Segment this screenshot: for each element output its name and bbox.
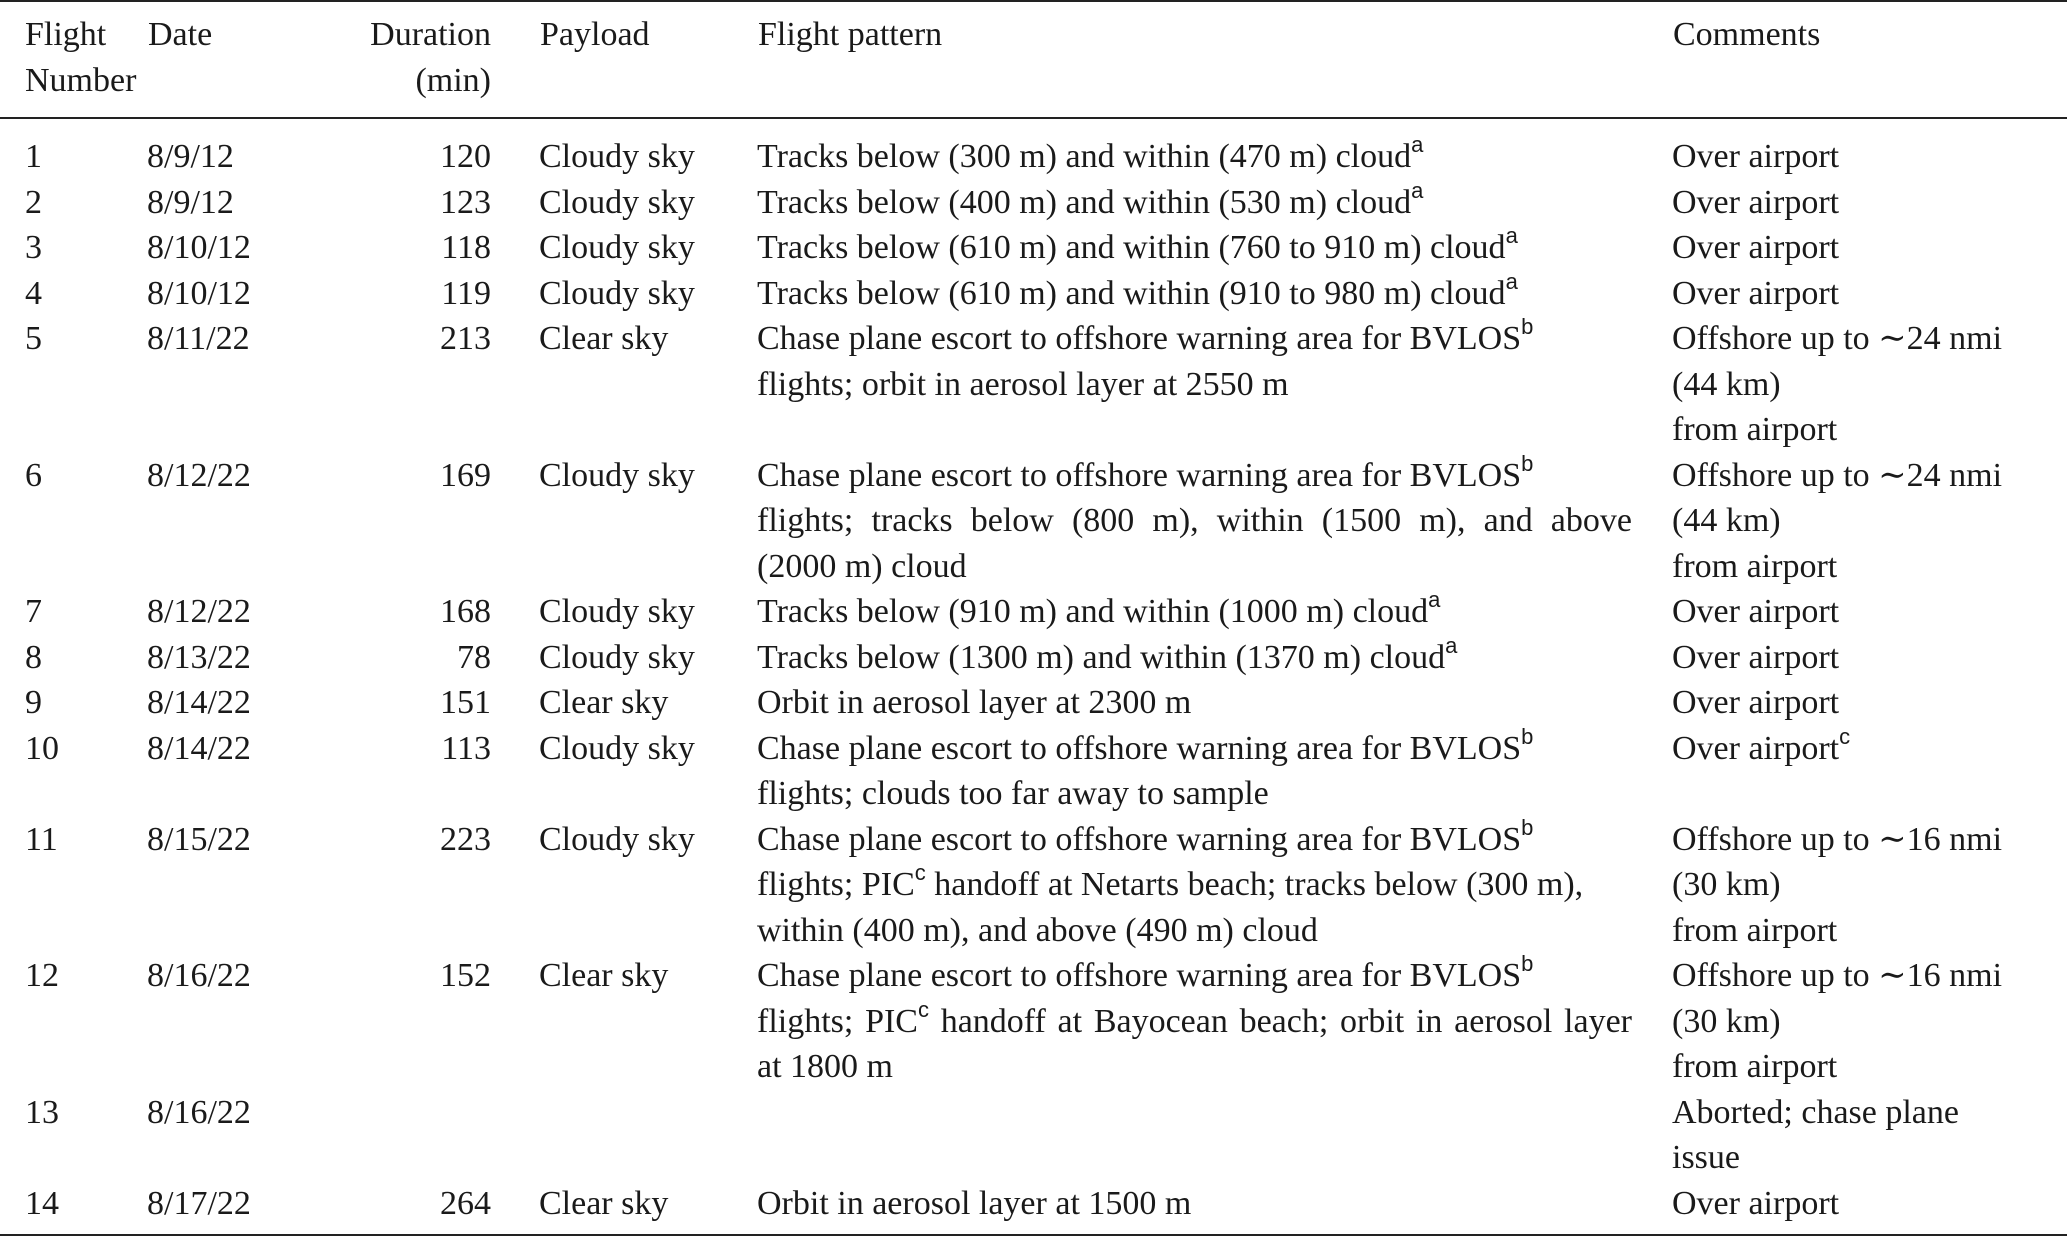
header-flight-number-line-1: Flight — [25, 16, 107, 53]
cell-duration: 168 — [440, 593, 491, 630]
cell-duration: 78 — [457, 638, 491, 676]
cell-flight-pattern — [757, 225, 1672, 271]
pattern-text: Tracks below (1300 m) and within (1370 m) cloud — [757, 638, 1446, 676]
pattern-text: Chase plane escort to offshore warning area for BVLOS — [757, 820, 1522, 858]
table-row — [0, 453, 2067, 590]
cell-duration — [282, 1090, 539, 1181]
cell-comments: Over airport — [1672, 183, 1840, 221]
cell-payload: Cloudy sky — [539, 729, 695, 767]
cell-date: 8/10/12 — [147, 229, 251, 266]
cell-date: 8/10/12 — [147, 274, 251, 312]
comment-line: from airport — [1672, 547, 1838, 585]
cell-flight-number: 14 — [25, 1184, 59, 1222]
cell-duration: 120 — [440, 138, 491, 175]
pattern-text: Chase plane escort to offshore warning area for BVLOS — [757, 456, 1522, 494]
cell-payload: Cloudy sky — [539, 274, 695, 312]
cell-flight-pattern — [757, 1090, 1672, 1181]
cell-comments — [1672, 1090, 2067, 1181]
header-duration — [282, 1, 539, 118]
cell-comments: Over airport — [1672, 274, 1840, 312]
cell-comments: Over airport — [1672, 1184, 1840, 1222]
table-header-row — [0, 1, 2067, 118]
cell-flight-pattern — [757, 723, 1672, 817]
cell-flight-number: 3 — [25, 229, 42, 266]
cell-flight-number: 11 — [25, 820, 58, 858]
pattern-text: Tracks below (610 m) and within (760 to 910 m) cloud — [757, 229, 1506, 266]
cell-flight-pattern — [757, 632, 1672, 681]
pattern-line — [757, 953, 1632, 999]
cell-flight-number: 13 — [25, 1093, 59, 1131]
footnote-marker: c — [914, 860, 926, 885]
cell-flight-number: 2 — [25, 183, 42, 221]
header-flight-pattern: Flight pattern — [758, 16, 943, 53]
pattern-text: handoff at Netarts beach; tracks below (300 m), within (400 m), and above (490 m) cloud — [757, 866, 1584, 949]
cell-flight-pattern — [757, 953, 1672, 1090]
cell-date: 8/16/22 — [147, 957, 251, 994]
pattern-line — [757, 723, 1632, 772]
cell-payload: Clear sky — [539, 684, 669, 721]
footnote-marker: a — [1411, 132, 1424, 157]
cell-payload: Cloudy sky — [539, 638, 695, 676]
comment-line: (30 km) — [1672, 1002, 1781, 1040]
pattern-text: flights; PIC — [757, 866, 915, 903]
cell-date: 8/15/22 — [147, 820, 251, 858]
comment-text: Over airport — [1672, 729, 1840, 767]
cell-date: 8/14/22 — [147, 729, 251, 767]
footnote-marker: a — [1445, 632, 1458, 658]
footnote-marker: c — [1839, 723, 1851, 749]
cell-flight-number: 1 — [25, 138, 42, 175]
cell-comments — [1672, 316, 2067, 453]
cell-flight-pattern — [757, 316, 1672, 453]
cell-flight-number: 10 — [25, 729, 59, 767]
pattern-text: handoff at Bayocean beach; orbit in aerosol layer at 1800 m — [757, 1002, 1633, 1085]
cell-payload: Cloudy sky — [539, 593, 695, 630]
cell-flight-number: 8 — [25, 638, 42, 676]
comment-line: Offshore up to ∼24 nmi — [1672, 320, 2003, 357]
table-row — [0, 118, 2067, 180]
cell-comments: Over airport — [1672, 138, 1840, 175]
cell-date: 8/12/22 — [147, 456, 251, 494]
comment-line: from airport — [1672, 1048, 1838, 1085]
cell-duration: 169 — [440, 456, 491, 494]
header-payload: Payload — [540, 16, 650, 53]
footnote-marker: b — [1521, 814, 1534, 840]
cell-payload: Clear sky — [539, 320, 669, 357]
comment-line: issue — [1672, 1139, 1740, 1176]
table-row — [0, 680, 2067, 726]
cell-duration: 119 — [441, 274, 491, 312]
cell-flight-pattern — [757, 268, 1672, 317]
cell-flight-pattern: Orbit in aerosol layer at 1500 m — [757, 1184, 1192, 1222]
cell-flight-number: 4 — [25, 274, 42, 312]
cell-payload: Cloudy sky — [539, 138, 695, 175]
cell-flight-number: 5 — [25, 320, 42, 357]
footnote-marker: b — [1521, 314, 1534, 339]
cell-date: 8/17/22 — [147, 1184, 251, 1222]
pattern-text: flights; orbit in aerosol layer at 2550 m — [757, 365, 1289, 403]
comment-line: Offshore up to ∼16 nmi — [1672, 957, 2003, 994]
pattern-text: Tracks below (610 m) and within (910 to 980 m) cloud — [757, 274, 1506, 312]
pattern-text: Chase plane escort to offshore warning area for BVLOS — [757, 729, 1522, 767]
comment-line: from airport — [1672, 911, 1838, 949]
header-comments: Comments — [1673, 16, 1821, 53]
pattern-line — [757, 450, 1632, 499]
table-row — [0, 225, 2067, 271]
header-flight-number-line-2: Number — [25, 61, 137, 99]
cell-payload: Cloudy sky — [539, 183, 695, 221]
cell-flight-pattern — [757, 589, 1672, 635]
header-date: Date — [148, 16, 213, 53]
cell-date: 8/14/22 — [147, 684, 251, 721]
header-duration-line-1: Duration — [370, 16, 491, 53]
comment-line: from airport — [1672, 411, 1838, 448]
pattern-text: Tracks below (910 m) and within (1000 m) cloud — [757, 593, 1429, 630]
table-row — [0, 589, 2067, 635]
footnote-marker: b — [1521, 723, 1534, 749]
cell-flight-pattern — [757, 177, 1672, 226]
cell-date: 8/9/12 — [147, 138, 234, 175]
cell-duration: 151 — [440, 684, 491, 721]
comment-line: Offshore up to ∼16 nmi — [1672, 820, 2003, 858]
cell-duration: 118 — [441, 229, 491, 266]
cell-flight-pattern: Orbit in aerosol layer at 2300 m — [757, 684, 1192, 721]
cell-flight-number: 9 — [25, 684, 42, 721]
table-row — [0, 817, 2067, 954]
cell-comments — [1672, 723, 2067, 817]
cell-comments — [1672, 453, 2067, 590]
cell-date: 8/9/12 — [147, 183, 234, 221]
cell-duration: 264 — [440, 1184, 491, 1222]
cell-comments — [1672, 817, 2067, 954]
header-duration-line-2: (min) — [415, 61, 491, 99]
cell-date: 8/12/22 — [147, 593, 251, 630]
cell-flight-number: 7 — [25, 593, 42, 630]
pattern-text: Tracks below (300 m) and within (470 m) cloud — [757, 138, 1412, 175]
cell-payload — [539, 1090, 757, 1181]
cell-payload: Cloudy sky — [539, 456, 695, 494]
table-row — [0, 726, 2067, 817]
pattern-text: flights; clouds too far away to sample — [757, 775, 1269, 812]
cell-comments: Over airport — [1672, 229, 1840, 266]
comment-line: Aborted; chase plane — [1672, 1093, 1959, 1131]
comment-line: (44 km) — [1672, 365, 1781, 403]
footnote-marker: b — [1521, 951, 1534, 976]
cell-payload: Cloudy sky — [539, 229, 695, 266]
cell-date: 8/13/22 — [147, 638, 251, 676]
cell-payload: Clear sky — [539, 957, 669, 994]
cell-payload: Cloudy sky — [539, 820, 695, 858]
cell-flight-pattern — [757, 814, 1672, 954]
table-row — [0, 1090, 2067, 1181]
footnote-marker: a — [1505, 223, 1518, 248]
comment-line: (30 km) — [1672, 866, 1781, 903]
table-row — [0, 271, 2067, 317]
pattern-line — [757, 996, 1633, 1090]
cell-date: 8/16/22 — [147, 1093, 251, 1131]
cell-duration: 113 — [441, 729, 491, 767]
pattern-text: Chase plane escort to offshore warning area for BVLOS — [757, 957, 1522, 994]
cell-duration: 123 — [440, 183, 491, 221]
cell-comments: Over airport — [1672, 593, 1840, 630]
cell-flight-number: 12 — [25, 957, 59, 994]
cell-comments: Over airport — [1672, 638, 1840, 676]
cell-flight-pattern — [757, 450, 1672, 590]
cell-date: 8/11/22 — [147, 320, 250, 357]
cell-duration: 223 — [440, 820, 491, 858]
pattern-text: flights; tracks below (800 m), within (1500 m), and above (2000 m) cloud — [757, 502, 1632, 585]
pattern-line — [757, 814, 1632, 863]
footnote-marker: a — [1505, 268, 1518, 294]
cell-flight-number: 6 — [25, 456, 42, 494]
footnote-marker: a — [1428, 587, 1441, 612]
pattern-line — [757, 862, 1632, 953]
cell-payload: Clear sky — [539, 1184, 669, 1222]
cell-duration: 152 — [440, 957, 491, 994]
pattern-text: Chase plane escort to offshore warning area for BVLOS — [757, 320, 1522, 357]
cell-duration: 213 — [440, 320, 491, 357]
table-row — [0, 316, 2067, 453]
pattern-text: Tracks below (400 m) and within (530 m) cloud — [757, 183, 1412, 221]
cell-comments: Over airport — [1672, 684, 1840, 721]
table-row — [0, 1181, 2067, 1236]
cell-comments — [1672, 953, 2067, 1090]
table-row — [0, 635, 2067, 681]
header-flight-number — [0, 1, 147, 118]
pattern-line — [757, 316, 1632, 362]
comment-line: (44 km) — [1672, 502, 1781, 539]
footnote-marker: b — [1521, 450, 1534, 476]
cell-flight-pattern — [757, 118, 1672, 180]
pattern-text: flights; PIC — [757, 1002, 918, 1040]
footnote-marker: a — [1411, 177, 1424, 203]
footnote-marker: c — [917, 996, 929, 1022]
table-row — [0, 953, 2067, 1090]
table-row — [0, 180, 2067, 226]
comment-line: Offshore up to ∼24 nmi — [1672, 456, 2003, 494]
